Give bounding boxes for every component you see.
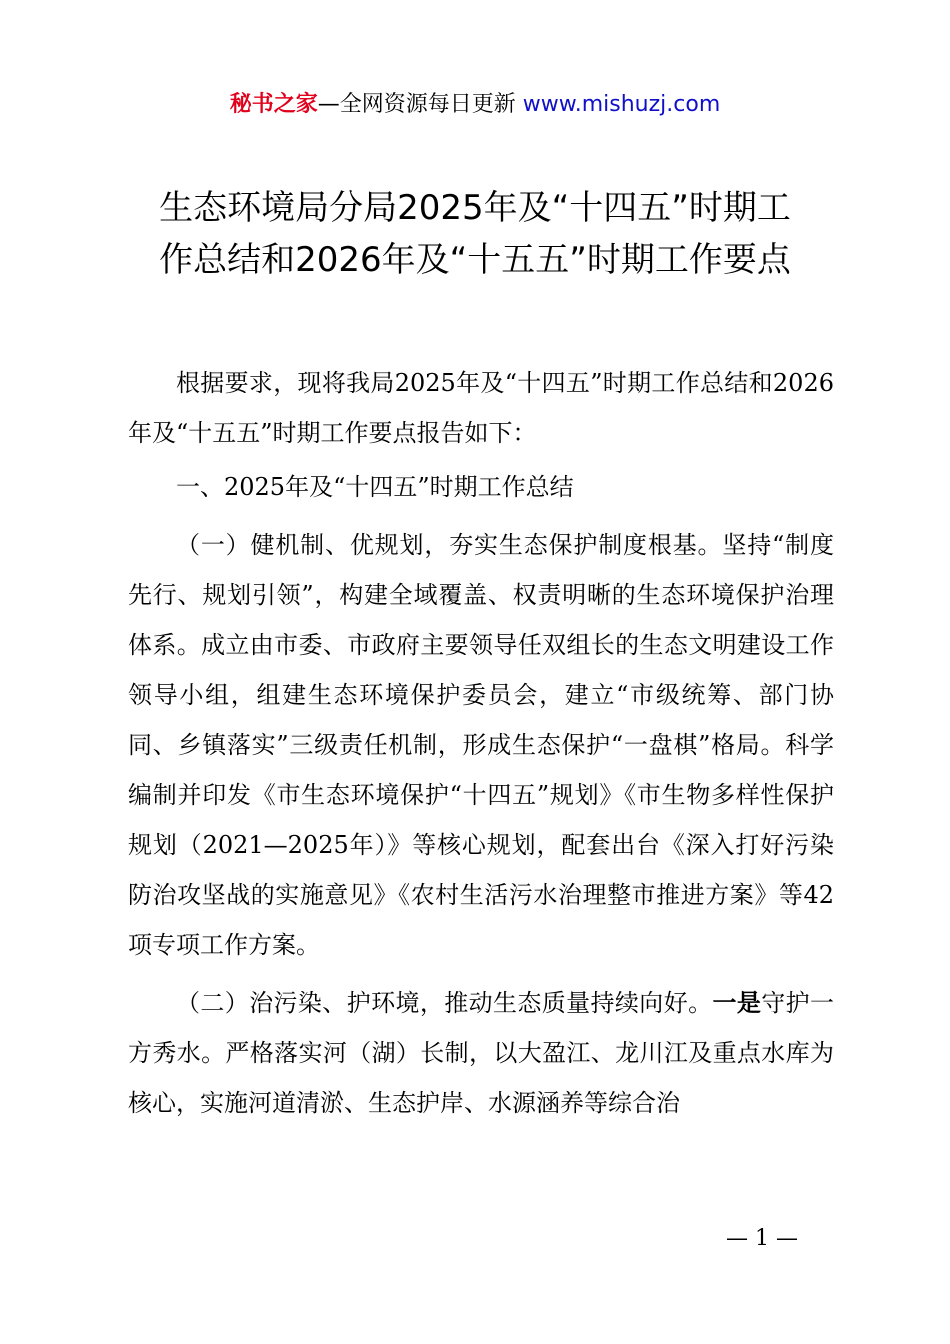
item-two-paragraph: [128, 978, 834, 1128]
title-line-2: 作总结和2026年及“十五五”时期工作要点: [159, 240, 791, 280]
item-two-text: 守护一方秀水。严格落实河（湖）长制，以大盈江、龙川江及重点水库为核心，实施河道清淤、生态护岸、水源涵养等综合治: [128, 989, 835, 1117]
section-heading: 一、2025年及“十四五”时期工作总结: [176, 473, 574, 501]
header-url-link[interactable]: www.mishuzj.com: [522, 92, 721, 117]
header-slogan: —全网资源每日更新: [317, 92, 523, 117]
item-two-bold-marker: 一是: [712, 988, 762, 1017]
page-number: — 1 —: [726, 1226, 798, 1251]
item-one-paragraph: （一）健机制、优规划，夯实生态保护制度根基。坚持“制度先行、规划引领”，构建全域覆盖、权责明晰的生态环境保护治理体系。成立由市委、市政府主要领导任双组长的生态文明建设工作领导小组，组建生态环境保护委员会，建立“市级统筹、部门协同、乡镇落实”三级责任机制，形成生态保护“一盘棋”格局。科学编制并印发《市生态环境保护“十四五”规划》《市生物多样性保护规划（2021—2025年）》等核心规划，配套出台《深入打好污染防治攻坚战的实施意见》《农村生活污水治理整市推进方案》等42项专项工作方案。: [128, 531, 834, 959]
document-title: [0, 182, 950, 286]
site-header-banner: [0, 88, 950, 122]
intro-paragraph: 根据要求，现将我局2025年及“十四五”时期工作总结和2026年及“十五五”时期工作要点报告如下：: [128, 369, 834, 447]
item-two-lead: （二）治污染、护环境，推动生态质量持续向好。: [176, 989, 713, 1017]
document-body: [128, 358, 834, 1128]
brand-name: 秘书之家: [229, 92, 318, 117]
title-line-1: 生态环境局分局2025年及“十四五”时期工: [159, 188, 791, 228]
